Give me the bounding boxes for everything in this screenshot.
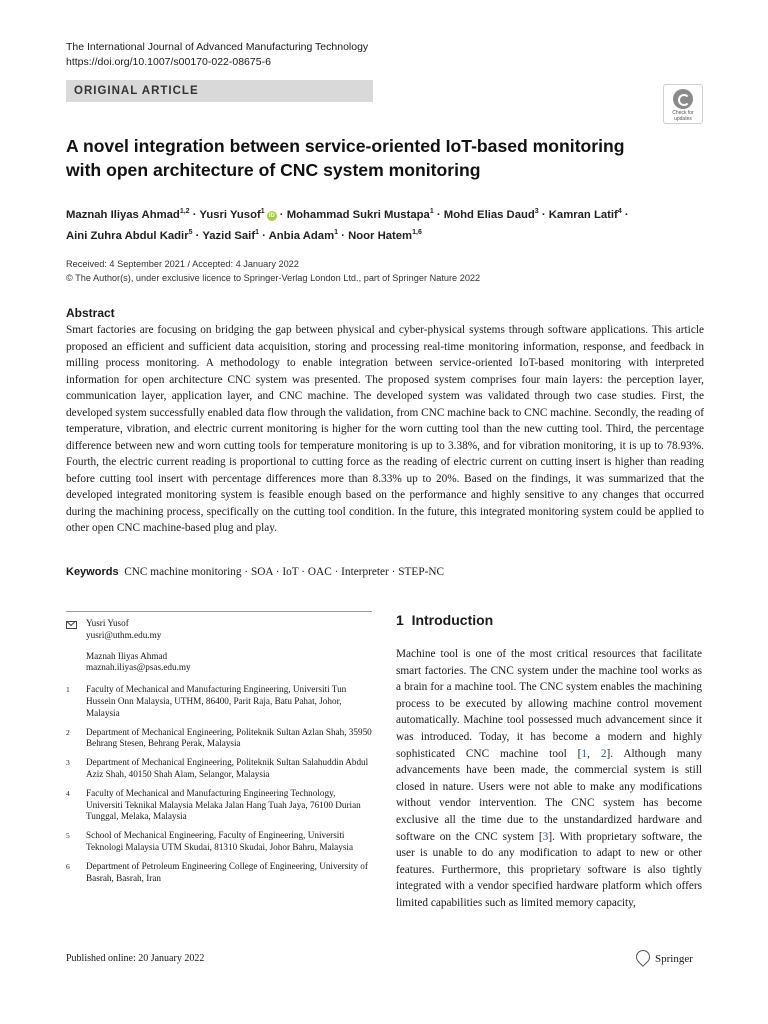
affiliation-number: 1: [66, 685, 70, 695]
affiliation-item: [66, 830, 372, 854]
author-list: [66, 203, 706, 246]
author-line-1: Maznah Iliyas Ahmad$^{1,2}$ · Yusri Yusof$^1$iD · Mohammad Sukri Mustapa$^1$ · Mohd Elias Daud$^3$ · Kamran Latif$^4$ ·: [66, 208, 629, 221]
affiliation-item: [66, 788, 372, 823]
author-footnotes: [66, 618, 372, 884]
affiliation-item: [66, 757, 372, 781]
corresponding-email[interactable]: yusri@uthm.edu.my: [86, 629, 162, 640]
affiliation-text: Department of Petroleum Engineering College of Engineering, University of Basrah, Basrah, Iran: [86, 860, 368, 883]
affiliation-item: [66, 684, 372, 719]
intro-paragraph-part: ]. Although many advancements have been made, the commercial system is still closed in nature. Users were not able to make any modifications without vendor intervention. The CNC system has become exclusive all the time due to the unstandardized hardware and software on the CNC system [: [396, 747, 703, 843]
affiliation-text: Department of Mechanical Engineering, Politeknik Sultan Salahuddin Abdul Aziz Shah, 40150 Shah Alam, Selangor, Malaysia: [86, 757, 369, 779]
citation-link[interactable]: 1: [581, 747, 588, 760]
corresponding-name: Yusri Yusof: [86, 618, 129, 628]
mail-icon: [66, 621, 77, 629]
footnote-divider: [66, 611, 372, 612]
corresponding-name: Maznah Iliyas Ahmad: [86, 650, 168, 661]
intro-paragraph-part: ]. With proprietary software, the user is unable to do any modification to adapt to new or other features. Furthermore, this proprietary software is also tightly integrated with a vendor specified hardware platform which offers limited capabilities such as limited memory capacity,: [396, 830, 702, 909]
author-affiliation: 1: [255, 229, 259, 237]
author-affiliation: 1,2: [179, 208, 190, 215]
section-heading-introduction: [396, 612, 493, 628]
title-line-2: with open architecture of CNC system monitoring: [66, 160, 481, 180]
affiliation-text: Faculty of Mechanical and Manufacturing Engineering, Universiti Tun Hussein Onn Malaysia, UTHM, 86400, Parit Raja, Batu Pahat, Johor, Malaysia: [86, 684, 347, 718]
publisher-logo: [636, 950, 693, 965]
affiliation-number: 6: [66, 861, 70, 871]
springer-horse-icon: [633, 947, 653, 967]
affiliation-number: 2: [66, 727, 70, 737]
corresponding-email[interactable]: maznah.iliyas@psas.edu.my: [86, 662, 191, 673]
affiliation-item: [66, 861, 372, 885]
article-dates: [66, 257, 480, 285]
author-name[interactable]: Kamran Latif: [548, 208, 618, 221]
affiliation-text: School of Mechanical Engineering, Faculty of Engineering, Universiti Teknologi Malaysia UTM Skudai, 81310 Skudai, Johor Bahru, Malaysia: [86, 830, 354, 852]
author-name[interactable]: Maznah Iliyas Ahmad: [66, 208, 180, 221]
section-title: Introduction: [411, 612, 494, 628]
author-name[interactable]: Mohd Elias Daud: [443, 208, 535, 221]
affiliation-number: 3: [66, 758, 70, 768]
citation-separator: ,: [587, 747, 601, 760]
affiliation-number: 5: [66, 831, 70, 841]
author-line-2: Aini Zuhra Abdul Kadir$^5$ · Yazid Saif$^1$ · Anbia Adam$^1$ · Noor Hatem$^{1,6}$: [66, 229, 422, 243]
copyright-notice: © The Author(s), under exclusive licence to Springer-Verlag London Ltd., part of Springer Nature 2022: [66, 273, 481, 283]
keywords-label: Keywords: [66, 566, 119, 578]
keywords-list: CNC machine monitoring · SOA · IoT · OAC · Interpreter · STEP-NC: [124, 566, 445, 578]
orcid-icon[interactable]: iD: [268, 212, 275, 219]
abstract-text: Smart factories are focusing on bridging the gap between physical and cyber-physical systems through software applications. This article proposed an efficient and sufficient data acquisition, storing and processing real-time monitoring information, response, and feedback in milling process monitoring. A methodology to enable integration between service-oriented IoT-based monitoring with interpreted information for open architecture CNC system was presented. The proposed system comprises four main layers: the perception layer, communication layer, application layer, and CNC machine. The developed system was validated through two case studies. First, the developed system successfully enabled data flow through the validation, from CNC machine back to CNC machine. Secondly, the reading of temperature, vibration, and electric current monitoring is higher for the worn cutting tool than the new cutting tool. Third, the percentage difference between new and worn cutting tools for temperature monitoring is up to 3.38%, and for vibration monitoring, it is up to 78.93%. Fourth, the electric current reading is proportional to cutting force as the reading of electric current on cutting insert is higher than reading before cutting tool insert with percentage differences more than 8.33% up to 20%. Based on the findings, it was summarized that the developed integrated monitoring system is feasible enough based on the performance and highly sensitive to any changes that occurred during the machining process, specifically on the cutting tool condition. In the future, this integrated monitoring system could be applied to other open CNC machine-based plug and play.: [66, 324, 704, 534]
author-name[interactable]: Yusri Yusof: [199, 208, 261, 221]
author-name[interactable]: Mohammad Sukri Mustapa: [286, 208, 430, 221]
check-for-updates-badge[interactable]: [663, 84, 703, 124]
check-updates-line1: Check for: [672, 110, 694, 116]
author-name[interactable]: Anbia Adam: [268, 230, 335, 243]
citation-link[interactable]: 2: [600, 747, 607, 760]
published-date: Published online: 20 January 2022: [66, 953, 205, 964]
author-affiliation: 4: [617, 208, 622, 215]
publisher-name: Springer: [655, 953, 693, 965]
author-affiliation: 1,6: [412, 229, 422, 237]
abstract-heading: Abstract: [66, 306, 115, 320]
intro-paragraph-part: Machine tool is one of the most critical resources that facilitate smart factories. The CNC system under the machine tool works as a brain for a machine tool. The CNC system enables the machining process to be executed by allowing machine control movement automatically. Machine tool possessed much advancement since it was introduced. Today, it has become a modern and highly sophisticated CNC machine tool [: [396, 648, 702, 760]
keywords: [66, 566, 444, 578]
affiliation-text: Faculty of Mechanical and Manufacturing Engineering Technology, Universiti Teknikal Malaysia Melaka Jalan Hang Tuah Jaya, 76100 Durian Tunggal, Melaka, Malaysia: [86, 787, 361, 822]
author-name[interactable]: Yazid Saif: [202, 230, 256, 243]
author-name[interactable]: Noor Hatem: [348, 230, 413, 243]
check-updates-icon: [673, 89, 693, 109]
affiliation-text: Department of Mechanical Engineering, Politeknik Sultan Azlan Shah, 35950 Behrang Stesen, Behrang Perak, Malaysia: [86, 726, 372, 749]
title-line-1: A novel integration between service-oriented IoT-based monitoring: [66, 136, 625, 156]
author-affiliation: 1: [260, 208, 265, 215]
section-number: 1: [396, 612, 404, 628]
author-name[interactable]: Aini Zuhra Abdul Kadir: [66, 230, 189, 243]
affiliation-number: 4: [66, 788, 70, 798]
citation-link[interactable]: 3: [542, 830, 549, 843]
author-affiliation: 3: [534, 208, 539, 215]
corresponding-author-block: [66, 618, 372, 674]
journal-name: The International Journal of Advanced Manufacturing Technology: [66, 41, 369, 53]
author-affiliation: 5: [188, 229, 193, 237]
journal-header: [66, 40, 368, 70]
introduction-text: [396, 646, 702, 912]
author-affiliation: 1: [429, 208, 434, 215]
check-updates-line2: updates: [674, 116, 692, 122]
article-title: [66, 134, 706, 182]
article-type-banner: ORIGINAL ARTICLE: [66, 80, 373, 102]
author-affiliation: 1: [334, 229, 339, 237]
affiliation-item: [66, 727, 372, 751]
received-accepted-dates: Received: 4 September 2021 / Accepted: 4 January 2022: [66, 259, 299, 269]
doi-link[interactable]: https://doi.org/10.1007/s00170-022-08675-6: [66, 56, 271, 68]
